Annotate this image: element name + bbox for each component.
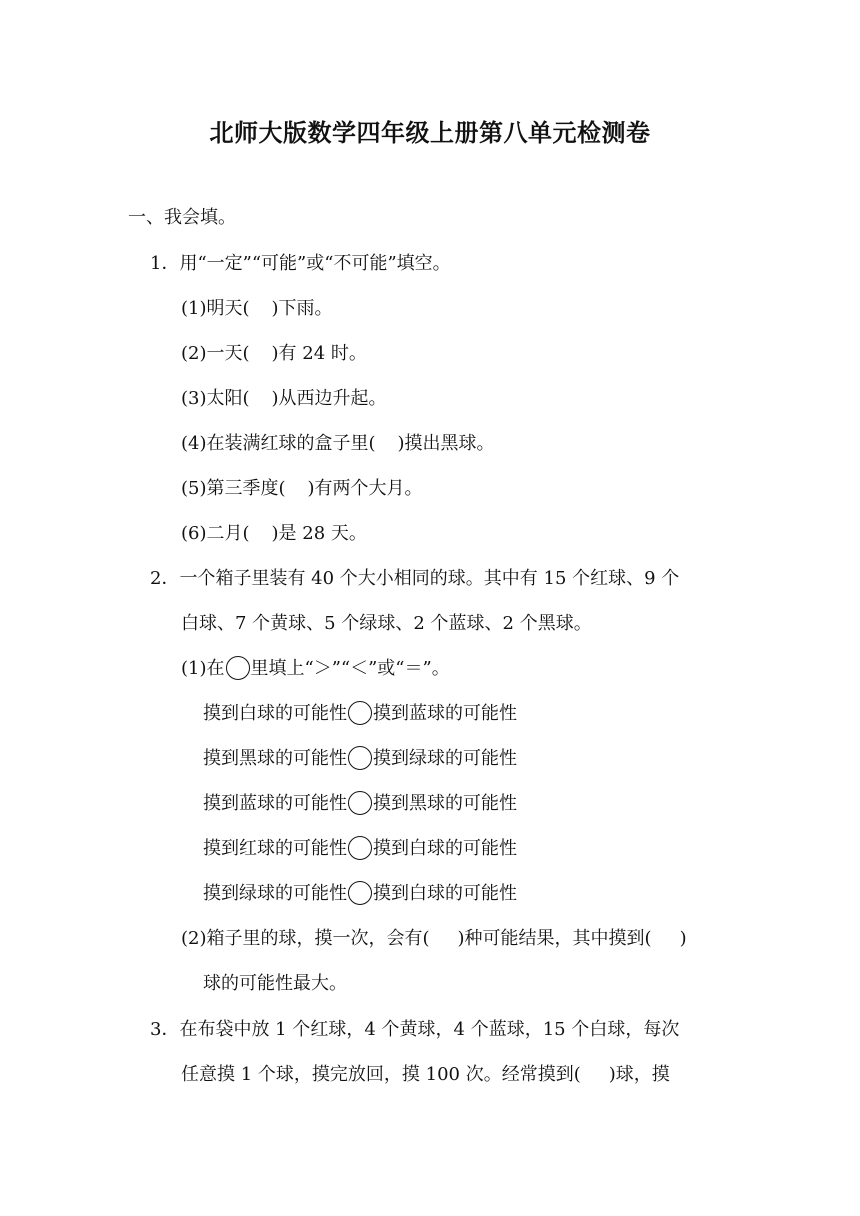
- comparison-row-2: 摸到黑球的可能性 摸到绿球的可能性: [203, 748, 517, 769]
- question-text: 用“一定”“可能”或“不可能”填空。: [179, 253, 451, 274]
- comparison-row-5: 摸到绿球的可能性 摸到白球的可能性: [203, 883, 517, 904]
- comparison-circle[interactable]: [348, 836, 372, 860]
- section-heading: 一、我会填。: [128, 207, 236, 228]
- question-2: [150, 566, 679, 592]
- comparison-row-1: 摸到白球的可能性 摸到蓝球的可能性: [203, 703, 517, 724]
- page-title: 北师大版数学四年级上册第八单元检测卷: [209, 119, 651, 147]
- question-3: [150, 1017, 679, 1043]
- q1-item-3: (3)太阳( )从西边升起。: [181, 388, 387, 409]
- q1-item-4: (4)在装满红球的盒子里( )摸出黑球。: [181, 433, 495, 454]
- question-number: 1．: [150, 253, 180, 274]
- question-2-continued: 白球、7 个黄球、5 个绿球、2 个蓝球、2 个黑球。: [181, 613, 592, 634]
- q1-item-2: (2)一天( )有 24 时。: [181, 343, 367, 364]
- question-text: 一个箱子里装有 40 个大小相同的球。其中有 15 个红球、9 个: [179, 568, 680, 589]
- comparison-circle[interactable]: [348, 701, 372, 725]
- comparison-circle[interactable]: [348, 746, 372, 770]
- question-number: 3．: [150, 1019, 180, 1040]
- comparison-row-4: 摸到红球的可能性 摸到白球的可能性: [203, 838, 517, 859]
- question-3-continued: 任意摸 1 个球，摸完放回，摸 100 次。经常摸到( )球，摸: [181, 1064, 670, 1085]
- q2-part-2: (2)箱子里的球，摸一次，会有( )种可能结果，其中摸到( ): [181, 928, 687, 949]
- q1-item-1: (1)明天( )下雨。: [181, 298, 333, 319]
- q1-item-5: (5)第三季度( )有两个大月。: [181, 478, 423, 499]
- q2-part-2-continued: 球的可能性最大。: [203, 973, 347, 994]
- question-number: 2．: [150, 568, 180, 589]
- question-1: [150, 251, 451, 277]
- comparison-circle[interactable]: [348, 791, 372, 815]
- comparison-row-3: 摸到蓝球的可能性 摸到黑球的可能性: [203, 793, 517, 814]
- circle-icon: [226, 656, 250, 680]
- question-text: 在布袋中放 1 个红球，4 个黄球，4 个蓝球，15 个白球，每次: [179, 1019, 680, 1040]
- comparison-circle[interactable]: [348, 881, 372, 905]
- q2-part-1-instruction: (1)在 里填上“＞”“＜”或“＝”。: [181, 658, 450, 679]
- q1-item-6: (6)二月( )是 28 天。: [181, 523, 367, 544]
